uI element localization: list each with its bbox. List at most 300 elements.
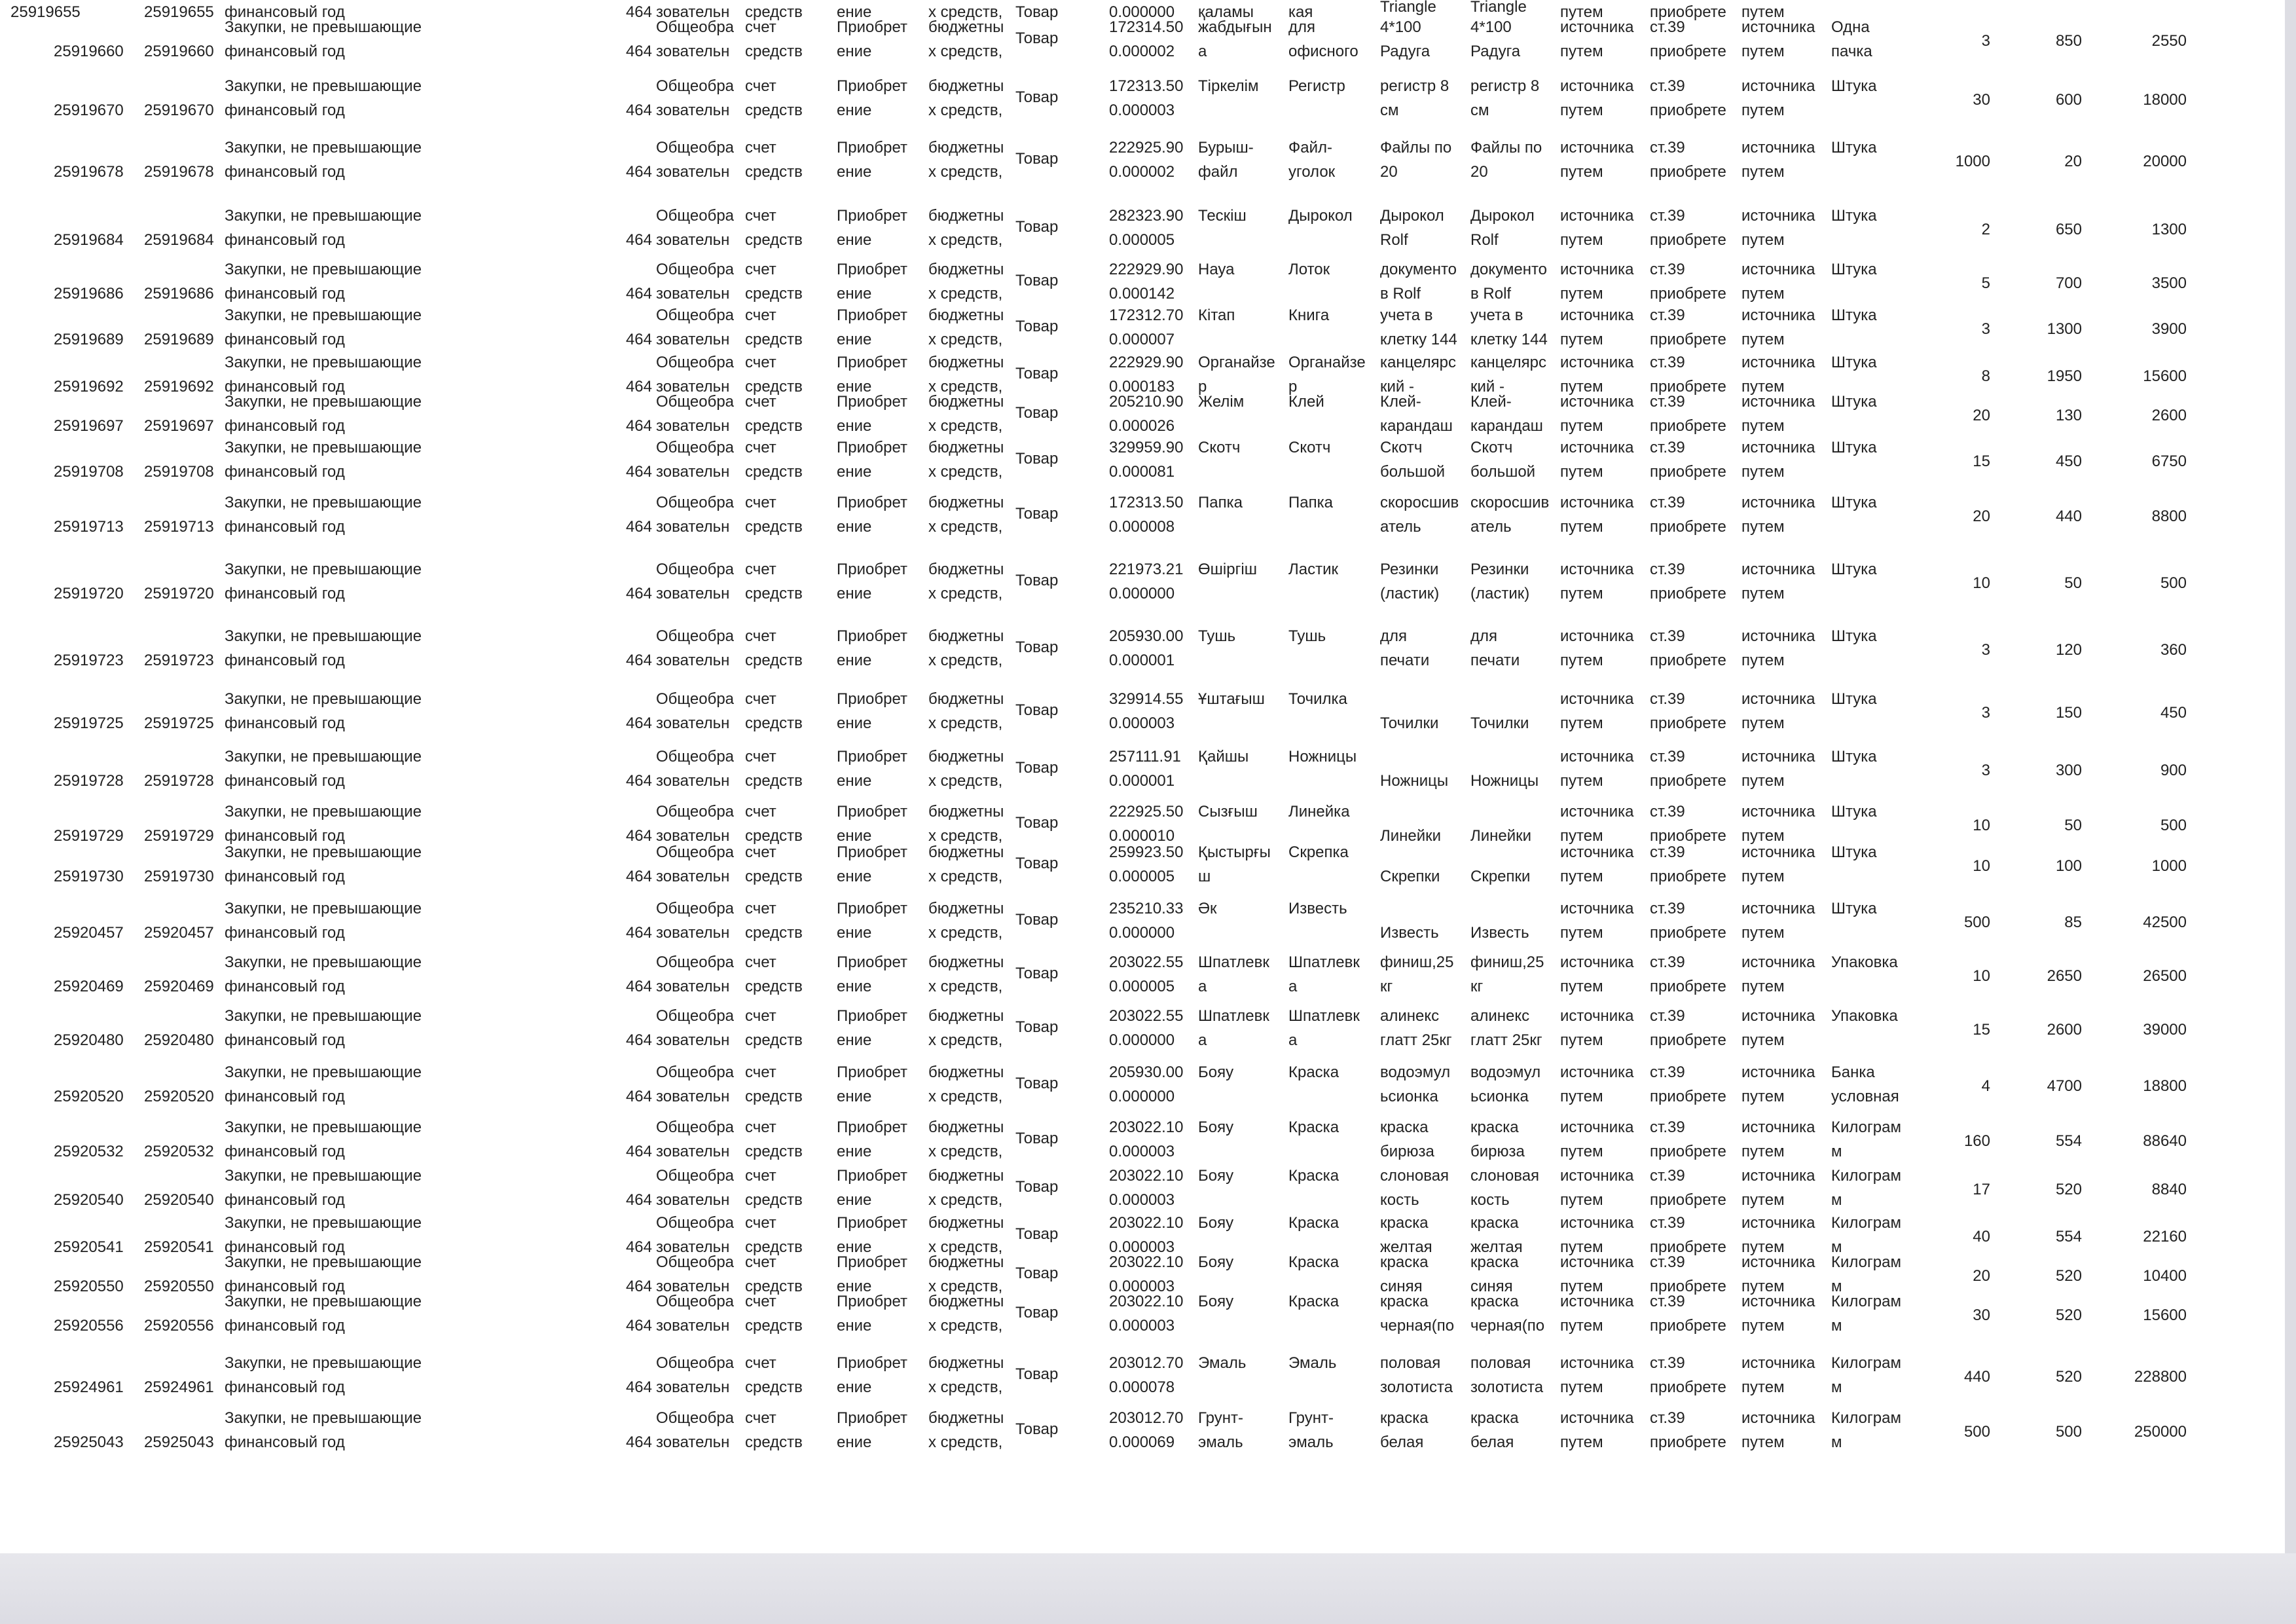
cell-account-line2: средств	[745, 378, 803, 396]
cell-org-line1: Общеобра	[656, 1214, 735, 1232]
cell-kaz-name: Желім	[1198, 393, 1245, 411]
cell-budget-line1: бюджетны	[928, 354, 1004, 371]
cell-org-line1: Общеобра	[656, 953, 735, 971]
cell-spec-kaz-line2: печати	[1380, 652, 1430, 669]
cell-account-line1: счет	[745, 1409, 776, 1427]
cell-ktru-suffix: 0.000007	[1109, 331, 1175, 348]
cell-code: 464	[625, 1143, 652, 1160]
cell-rus-name: Ластик	[1288, 561, 1338, 578]
cell-code: 464	[625, 978, 652, 995]
cell-id: 25919730	[54, 868, 124, 885]
cell-acq-line2: ение	[837, 924, 872, 942]
cell-law-line1: ст.39	[1650, 1063, 1685, 1081]
cell-law-line2: приобрете	[1650, 924, 1726, 942]
cell-acq-line1: Приобрет	[837, 18, 907, 36]
cell-price: 1950	[2047, 367, 2082, 385]
cell-method-kaz-line1: источника	[1741, 354, 1815, 371]
cell-acq-line1: Приобрет	[837, 1007, 907, 1025]
cell-spec-rus-line2: Ножницы	[1470, 772, 1539, 790]
cell-ktru-suffix: 0.000078	[1109, 1378, 1175, 1396]
cell-total: 6750	[2151, 452, 2187, 470]
cell-spec-rus-line2: большой	[1470, 463, 1536, 481]
cell-spec-kaz-line1: для	[1380, 627, 1408, 645]
cell-budget-line1: бюджетны	[928, 748, 1004, 766]
cell-org-line2: зовательн	[656, 1433, 730, 1451]
cell-unit: Килограм	[1831, 1293, 1901, 1310]
cell-quantity: 3	[1981, 762, 1990, 779]
cell-rus-name: Скотч	[1288, 439, 1331, 456]
cell-method-kaz-line1: источника	[1741, 1167, 1815, 1185]
cell-subject-type: Товар	[1015, 1130, 1059, 1147]
cell-method-line1: источника	[1560, 803, 1634, 821]
cell-org-line1: Общеобра	[656, 1063, 735, 1081]
cell-method-line2: путем	[1560, 163, 1603, 181]
cell-purchase-type-line2: финансовый год	[225, 518, 345, 536]
cell-spec-rus-line2: Скрепки	[1470, 868, 1531, 885]
cell-acq-line2: ение	[837, 652, 872, 669]
cell-subject-type: Товар	[1015, 1018, 1059, 1036]
cell-method-kaz-line2: путем	[1741, 772, 1785, 790]
cell-law-line2: приобрете	[1650, 772, 1726, 790]
cell-acq-line2: ение	[837, 714, 872, 732]
cell-method-kaz-line2: путем	[1741, 1191, 1785, 1209]
cell-quantity: 500	[1963, 1423, 1990, 1441]
cell-id: 25919728	[54, 772, 124, 790]
cell-spec-rus-line2: карандаш	[1470, 417, 1543, 435]
cell-purchase-type-line1: Закупки, не превышающие	[225, 207, 422, 225]
cell-purchase-type-line1: Закупки, не превышающие	[225, 1167, 422, 1185]
cell-rus-name: Шпатлевк	[1288, 1007, 1360, 1025]
cell-spec-kaz-line2: в Rolf	[1380, 285, 1421, 303]
cell-method-kaz-line2: путем	[1741, 868, 1785, 885]
cell-id-duplicate: 25920532	[144, 1143, 214, 1160]
cell-spec-kaz-line1: 4*100	[1380, 18, 1421, 36]
cell-unit-line2: условная	[1831, 1088, 1899, 1105]
cell-code: 464	[625, 652, 652, 669]
cell-spec-kaz-line2: белая	[1380, 1433, 1424, 1451]
cell-unit: Штука	[1831, 261, 1877, 278]
table-row	[0, 1345, 2285, 1404]
cell-org-line1: Общеобра	[656, 77, 735, 95]
cell-acq-line2: ение	[837, 978, 872, 995]
cell-budget-line1: бюджетны	[928, 803, 1004, 821]
cell-total: 15600	[2143, 367, 2187, 385]
cell-org-line2: зовательн	[656, 772, 730, 790]
cell-account-line1: счет	[745, 393, 776, 411]
cell-ktru-code: 205210.90	[1109, 393, 1184, 411]
cell-kaz-name: Бояу	[1198, 1214, 1234, 1232]
cell-subject-type: Товар	[1015, 1420, 1059, 1438]
cell-id-duplicate: 25925043	[144, 1433, 214, 1451]
cell-rus-name: Лоток	[1288, 261, 1330, 278]
cell-method-kaz-line2: путем	[1741, 331, 1785, 348]
cell-account-line2: средств	[745, 827, 803, 845]
cell-method-kaz-line1: источника	[1741, 900, 1815, 917]
cell-id: 25919686	[54, 285, 124, 303]
cell-spec-kaz-line2: Rolf	[1380, 231, 1408, 249]
cell-unit-line2: м	[1831, 1317, 1842, 1335]
cell-quantity: 10	[1973, 857, 1990, 875]
cell-org-line1: Общеобра	[656, 1293, 735, 1310]
cell-purchase-type-line1: Закупки, не превышающие	[225, 1293, 422, 1310]
cell-ktru-suffix: 0.000000	[1109, 1031, 1175, 1049]
cell-acq-line2: ение	[837, 378, 872, 396]
cell-org-line1: Общеобра	[656, 1253, 735, 1271]
cell-subject-type: Товар	[1015, 365, 1059, 382]
cell-org-line2: зовательн	[656, 163, 730, 181]
table-row	[0, 130, 2285, 189]
cell-budget-line2: х средств,	[928, 924, 1003, 942]
cell-unit: Упаковка	[1831, 953, 1898, 971]
cell-method-line1: источника	[1560, 748, 1634, 766]
cell-price: 650	[2055, 221, 2082, 238]
cell-method-line2: путем	[1560, 518, 1603, 536]
cell-quantity: 8	[1981, 367, 1990, 385]
cell-total: 1000	[2151, 857, 2187, 875]
cell-account-line2: средств	[745, 231, 803, 249]
cell-acq-line1: Приобрет	[837, 393, 907, 411]
cell-method-line2: путем	[1560, 714, 1603, 732]
cell-org-line2: зовательн	[656, 331, 730, 348]
cell-org-line2: зовательн	[656, 43, 730, 60]
cell-id: 25919708	[54, 463, 124, 481]
cell-ktru-code: 282323.90	[1109, 207, 1184, 225]
cell-ktru-suffix: 0.000003	[1109, 1238, 1175, 1256]
cell-org-line2: зовательн	[656, 463, 730, 481]
cell-code: 464	[625, 378, 652, 396]
cell-spec-kaz-line1: половая	[1380, 1354, 1441, 1372]
cell-acq-line1: Приобрет	[837, 843, 907, 861]
cell-rus-name-line2: а	[1288, 1031, 1298, 1049]
cell-law-line2: приобрете	[1650, 1433, 1726, 1451]
cell-method-line1: источника	[1560, 77, 1634, 95]
cell-total: 8800	[2151, 507, 2187, 525]
cell-ktru-suffix: 0.000000	[1109, 924, 1175, 942]
cell-spec-kaz-line1: Дырокол	[1380, 207, 1444, 225]
cell-law-line1: ст.39	[1650, 18, 1685, 36]
cell-unit: Штука	[1831, 900, 1877, 917]
cell-quantity: 10	[1973, 574, 1990, 592]
cell-price: 20	[2064, 153, 2082, 170]
cell-spec-kaz-line2: Скрепки	[1380, 868, 1440, 885]
cell-purchase-type-line2: финансовый год	[225, 652, 345, 669]
cell-law-line1: ст.39	[1650, 1293, 1685, 1310]
cell-acq-line1: Приобрет	[837, 306, 907, 324]
cell-total: 18800	[2143, 1077, 2187, 1095]
cell-method-kaz-line1: источника	[1741, 1354, 1815, 1372]
cell-price: 520	[2055, 1368, 2082, 1386]
cell-quantity: 2	[1981, 221, 1990, 238]
cell-law-line2: приобрете	[1650, 101, 1726, 119]
cell-spec-rus-line2: кий -	[1470, 378, 1504, 396]
cell-law-line1: ст.39	[1650, 306, 1685, 324]
cell-rus-name-line2: р	[1288, 378, 1298, 396]
cell-account-line2: средств	[745, 1378, 803, 1396]
cell-quantity: 3	[1981, 32, 1990, 50]
cell-purchase-type-line2: финансовый год	[225, 924, 345, 942]
cell-acq-line2: ение	[837, 231, 872, 249]
cell-purchase-type-line1: Закупки, не превышающие	[225, 1409, 422, 1427]
cell-kaz-name-line2: а	[1198, 1031, 1207, 1049]
cell-law: приобрете	[1650, 3, 1726, 21]
cell-code: 464	[625, 924, 652, 942]
cell-id: 25920480	[54, 1031, 124, 1049]
cell-quantity: 20	[1973, 407, 1990, 424]
cell-total: 500	[2160, 817, 2187, 834]
cell-method-line1: источника	[1560, 1293, 1634, 1310]
table-row	[0, 551, 2285, 610]
cell-purchase-type-line2: финансовый год	[225, 1191, 345, 1209]
cell-law-line2: приобрете	[1650, 1238, 1726, 1256]
cell-budget-line2: х средств,	[928, 101, 1003, 119]
cell-code: 464	[625, 163, 652, 181]
cell-purchase-type-line2: финансовый год	[225, 1088, 345, 1105]
cell-ktru-code: 203022.10	[1109, 1167, 1184, 1185]
cell-ktru-code: 203022.10	[1109, 1293, 1184, 1310]
cell-law-line2: приобрете	[1650, 463, 1726, 481]
cell-org-line2: зовательн	[656, 1088, 730, 1105]
cell-account-line1: счет	[745, 1007, 776, 1025]
cell-method-line2: путем	[1560, 978, 1603, 995]
cell-account-line1: счет	[745, 627, 776, 645]
cell-acq-line2: ение	[837, 1191, 872, 1209]
cell-price: 50	[2064, 574, 2082, 592]
cell-acq-line1: Приобрет	[837, 1214, 907, 1232]
cell-account-line2: средств	[745, 978, 803, 995]
cell-acq-line1: Приобрет	[837, 953, 907, 971]
cell-id: 25920556	[54, 1317, 124, 1335]
cell-budget-line1: бюджетны	[928, 1354, 1004, 1372]
table-row	[0, 891, 2285, 950]
cell-price: 520	[2055, 1267, 2082, 1285]
cell-budget-line1: бюджетны	[928, 561, 1004, 578]
cell-spec-rus-line2: 20	[1470, 163, 1488, 181]
cell-budget-line1: бюджетны	[928, 18, 1004, 36]
cell-quantity: 30	[1973, 1306, 1990, 1324]
cell-budget-line2: х средств,	[928, 652, 1003, 669]
cell-law-line2: приобрете	[1650, 1278, 1726, 1295]
cell-account-line1: счет	[745, 953, 776, 971]
cell-law-line1: ст.39	[1650, 953, 1685, 971]
cell-price: 520	[2055, 1306, 2082, 1324]
cell-law-line2: приобрете	[1650, 652, 1726, 669]
cell-account-line2: средств	[745, 714, 803, 732]
cell-ktru-suffix: 0.000069	[1109, 1433, 1175, 1451]
cell-total: 228800	[2134, 1368, 2187, 1386]
cell-account-line1: счет	[745, 1293, 776, 1310]
cell-id-duplicate: 25920541	[144, 1238, 214, 1256]
cell-kaz-name: Бояу	[1198, 1118, 1234, 1136]
cell-spec-kaz-line1: краска	[1380, 1409, 1429, 1427]
cell-quantity: 3	[1981, 704, 1990, 722]
cell-kaz-name: Органайзе	[1198, 354, 1275, 371]
cell-spec-rus-line1: Клей-	[1470, 393, 1512, 411]
cell-acq-line1: Приобрет	[837, 77, 907, 95]
cell-subject-type: Товар	[1015, 1178, 1059, 1196]
cell-spec-kaz-line2: см	[1380, 101, 1399, 119]
cell-account-line1: счет	[745, 306, 776, 324]
cell-subject-type: Товар	[1015, 814, 1059, 832]
cell-code: 464	[625, 101, 652, 119]
cell-subject-type: Товар	[1015, 272, 1059, 289]
cell-id: 25919692	[54, 378, 124, 396]
cell-method-kaz-line2: путем	[1741, 163, 1785, 181]
cell-total: 42500	[2143, 913, 2187, 931]
cell-spec-kaz-line1: регистр 8	[1380, 77, 1449, 95]
cell-unit-line2: м	[1831, 1191, 1842, 1209]
cell-spec-rus-line2: кость	[1470, 1191, 1510, 1209]
cell-law-line2: приобрете	[1650, 417, 1726, 435]
cell-ktru-suffix: 0.000081	[1109, 463, 1175, 481]
cell-budget-line1: бюджетны	[928, 1007, 1004, 1025]
cell-purchase-type-line2: финансовый год	[225, 1238, 345, 1256]
cell-budget-line1: бюджетны	[928, 494, 1004, 511]
cell-rus-name: Известь	[1288, 900, 1347, 917]
cell-method-line2: путем	[1560, 378, 1603, 396]
cell-org-line2: зовательн	[656, 1378, 730, 1396]
cell-acq-line1: Приобрет	[837, 1167, 907, 1185]
cell-purchase-type-line2: финансовый год	[225, 417, 345, 435]
cell-account-line1: счет	[745, 803, 776, 821]
table-row	[0, 681, 2285, 740]
cell-unit: Штука	[1831, 77, 1877, 95]
cell-kaz-name2: кая	[1288, 3, 1313, 21]
cell-method-kaz-line2: путем	[1741, 827, 1785, 845]
cell-spec-kaz-line1: краска	[1380, 1118, 1429, 1136]
cell-quantity: 20	[1973, 507, 1990, 525]
cell-id-duplicate: 25920556	[144, 1317, 214, 1335]
cell-budget-line2: х средств,	[928, 868, 1003, 885]
cell-ktru-code: 222929.90	[1109, 261, 1184, 278]
cell-account-line2: средств	[745, 1088, 803, 1105]
cell-spec-rus-line2: Линейки	[1470, 827, 1532, 845]
cell-method-kaz-line2: путем	[1741, 101, 1785, 119]
cell-id: 25919697	[54, 417, 124, 435]
cell-account-line2: средств	[745, 868, 803, 885]
cell-org-line1: Общеобра	[656, 1409, 735, 1427]
cell-method-kaz-line1: источника	[1741, 494, 1815, 511]
table-row	[0, 68, 2285, 127]
cell-total: 3900	[2151, 320, 2187, 338]
cell-spec-kaz-line1: канцелярс	[1380, 354, 1457, 371]
cell-spec-kaz-line2: карандаш	[1380, 417, 1453, 435]
cell-org-line1: Общеобра	[656, 1354, 735, 1372]
cell-method-kaz-line1: источника	[1741, 393, 1815, 411]
cell-code: 464	[625, 231, 652, 249]
cell-org-line2: зовательн	[656, 378, 730, 396]
cell-method-kaz-line1: источника	[1741, 18, 1815, 36]
cell-account-line1: счет	[745, 1118, 776, 1136]
cell-purchase-type-line1: Закупки, не превышающие	[225, 561, 422, 578]
cell-spec-rus-line1: краска	[1470, 1253, 1519, 1271]
cell-acq-line2: ение	[837, 1378, 872, 1396]
cell-spec-kaz-line2: черная(по	[1380, 1317, 1455, 1335]
cell-purchase-type-line1: Закупки, не превышающие	[225, 77, 422, 95]
cell-unit: Килограм	[1831, 1354, 1901, 1372]
cell-law-line1: ст.39	[1650, 561, 1685, 578]
cell-total: 26500	[2143, 967, 2187, 985]
cell-id: 25919670	[54, 101, 124, 119]
cell-law-line2: приобрете	[1650, 285, 1726, 303]
cell-id: 25920469	[54, 978, 124, 995]
cell-spec-kaz-line2: золотиста	[1380, 1378, 1453, 1396]
cell-account-line1: счет	[745, 561, 776, 578]
table-row	[0, 198, 2285, 257]
cell-acq-line1: Приобрет	[837, 1409, 907, 1427]
cell-total: 22160	[2143, 1228, 2187, 1246]
cell-budget-line2: х средств,	[928, 378, 1003, 396]
cell-id-duplicate: 25920520	[144, 1088, 214, 1105]
cell-purchase-type-line1: Закупки, не превышающие	[225, 139, 422, 157]
cell-kaz-name-line2: а	[1198, 43, 1207, 60]
cell-method-line2: путем	[1560, 1143, 1603, 1160]
cell-spec-rus-line2: кг	[1470, 978, 1484, 995]
cell-method-line2: путем	[1560, 331, 1603, 348]
cell-spec-kaz-line2: большой	[1380, 463, 1446, 481]
cell-budget-line2: х средств,	[928, 1088, 1003, 1105]
cell-kaz-name-line2: файл	[1198, 163, 1238, 181]
cell-kaz-name: Бояу	[1198, 1063, 1234, 1081]
cell-purchase-type-line1: Закупки, не превышающие	[225, 1118, 422, 1136]
cell-ktru-code: 205930.00	[1109, 627, 1184, 645]
cell-account-line2: средств	[745, 924, 803, 942]
cell-purchase-type-line2: финансовый год	[225, 772, 345, 790]
cell-spec-rus-line1: регистр 8	[1470, 77, 1540, 95]
cell-acq-line2: ение	[837, 101, 872, 119]
cell-law-line1: ст.39	[1650, 1007, 1685, 1025]
cell-spec-rus-line2: см	[1470, 101, 1489, 119]
cell-purchase-type-line1: Закупки, не превышающие	[225, 690, 422, 708]
cell-purchase-type: финансовый год	[225, 3, 345, 21]
cell-law-line2: приобрете	[1650, 331, 1726, 348]
cell-id-duplicate: 25920550	[144, 1278, 214, 1295]
cell-spec-kaz-line2: глатт 25кг	[1380, 1031, 1452, 1049]
cell-org-line2: зовательн	[656, 1031, 730, 1049]
cell-method-line1: источника	[1560, 1007, 1634, 1025]
cell-spec-rus-line1: краска	[1470, 1214, 1519, 1232]
cell-method-kaz-line2: путем	[1741, 714, 1785, 732]
cell-spec-kaz-line1: скоросшив	[1380, 494, 1459, 511]
cell-spec-kaz-line1: краска	[1380, 1214, 1429, 1232]
cell-ktru-suffix: 0.000005	[1109, 231, 1175, 249]
cell-code: 464	[625, 331, 652, 348]
cell-rus-name: Эмаль	[1288, 1354, 1337, 1372]
cell-acq-line2: ение	[837, 331, 872, 348]
cell-method-line1: источника	[1560, 690, 1634, 708]
cell-price: 2650	[2047, 967, 2082, 985]
cell-ktru-suffix: 0.000003	[1109, 714, 1175, 732]
cell-id-duplicate: 25920480	[144, 1031, 214, 1049]
cell-ktru-code: 203012.70	[1109, 1409, 1184, 1427]
cell-acq-line1: Приобрет	[837, 1293, 907, 1310]
cell-unit: Килограм	[1831, 1214, 1901, 1232]
cell-id-duplicate: 25919729	[144, 827, 214, 845]
cell-kaz-name: Өшіргіш	[1198, 561, 1257, 578]
cell-method-line2: путем	[1560, 1433, 1603, 1451]
cell-id: 25919723	[54, 652, 124, 669]
cell-spec-rus-line1: слоновая	[1470, 1167, 1540, 1185]
cell-account-line2: средств	[745, 585, 803, 602]
cell-law-line1: ст.39	[1650, 439, 1685, 456]
cell-account-line1: счет	[745, 900, 776, 917]
cell-method-line1: источника	[1560, 207, 1634, 225]
cell-spec-kaz-line2: Известь	[1380, 924, 1439, 942]
cell-quantity: 20	[1973, 1267, 1990, 1285]
cell-org-line2: зовательн	[656, 1278, 730, 1295]
cell-method-line2: путем	[1560, 231, 1603, 249]
cell-org-line1: Общеобра	[656, 261, 735, 278]
cell-subject-type: Товар	[1015, 3, 1059, 21]
